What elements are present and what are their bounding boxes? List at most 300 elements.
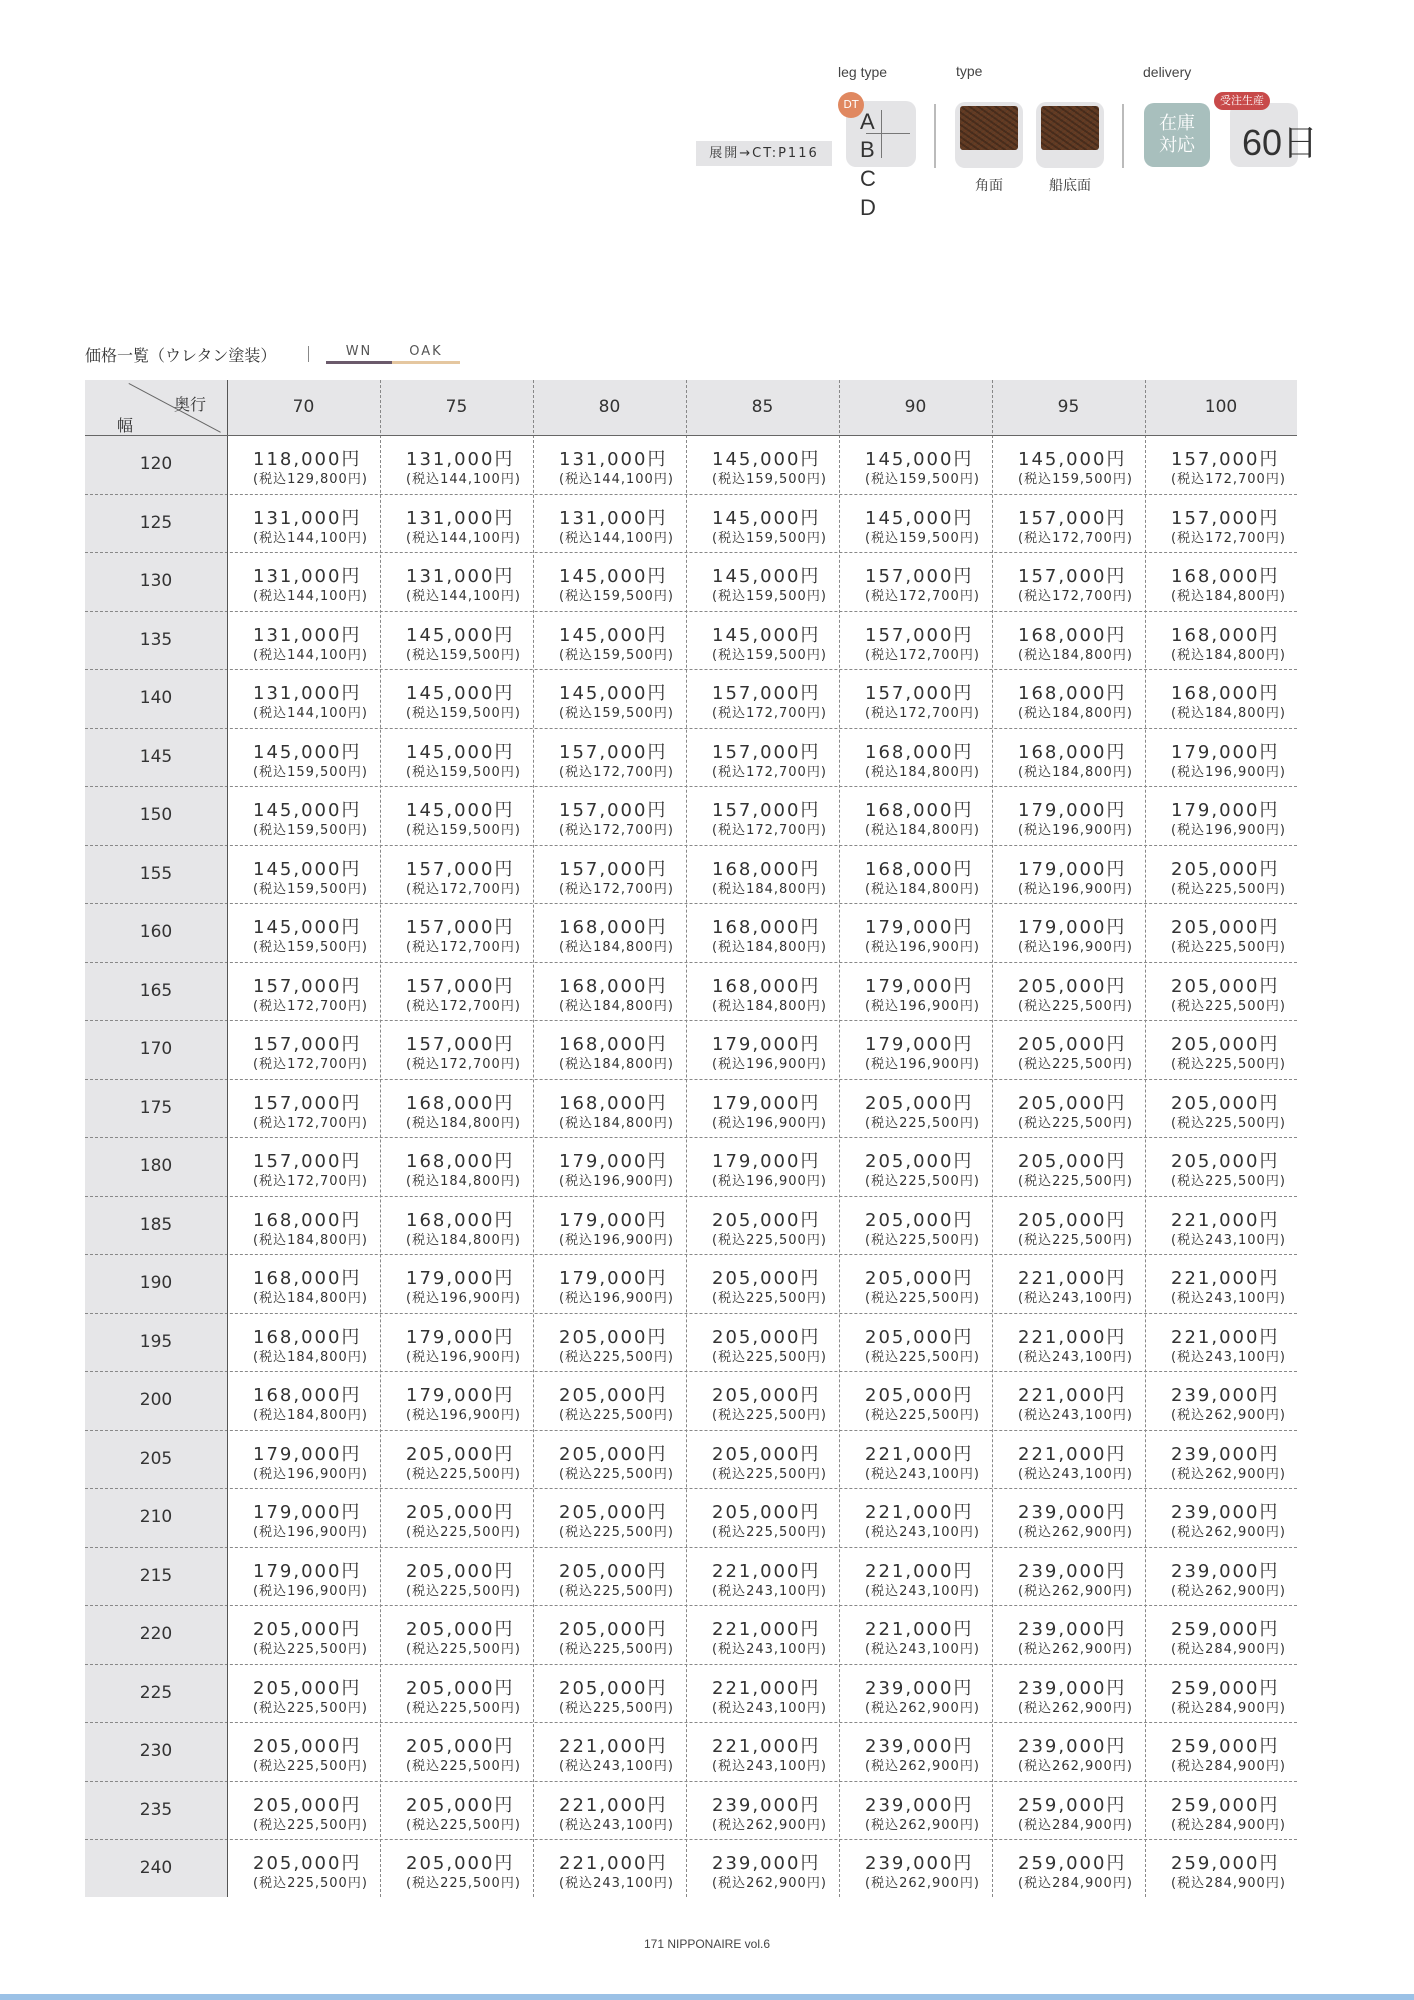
price-cell: 145,000円 <box>406 800 515 821</box>
tax-included-price: (税込159,500円) <box>712 472 827 487</box>
type-box-kakumen <box>955 102 1023 168</box>
price-cell: 145,000円 <box>712 449 821 470</box>
title-separator <box>308 346 309 362</box>
price-cell: 157,000円 <box>253 1151 362 1172</box>
price-cell: 205,000円 <box>712 1268 821 1289</box>
tax-included-price: (税込243,100円) <box>1018 1291 1133 1306</box>
price-cell: 179,000円 <box>1171 742 1280 763</box>
price-cell: 145,000円 <box>865 449 974 470</box>
column-header-depth: 95 <box>1057 397 1080 417</box>
stock-badge <box>1144 103 1210 167</box>
tax-included-price: (税込225,500円) <box>712 1233 827 1248</box>
price-cell: 205,000円 <box>712 1444 821 1465</box>
leg-cross-vertical <box>881 110 882 158</box>
row-separator <box>85 1839 1297 1840</box>
price-cell: 168,000円 <box>559 917 668 938</box>
price-cell: 145,000円 <box>712 625 821 646</box>
delivery-days: 60日 <box>1242 122 1319 163</box>
price-cell: 221,000円 <box>865 1444 974 1465</box>
tax-included-price: (税込262,900円) <box>865 1759 980 1774</box>
tax-included-price: (税込225,500円) <box>559 1350 674 1365</box>
type-label: type <box>956 63 983 79</box>
price-cell: 179,000円 <box>1018 859 1127 880</box>
price-cell: 205,000円 <box>1171 1034 1280 1055</box>
tax-included-price: (税込284,900円) <box>1171 1701 1286 1716</box>
price-cell: 145,000円 <box>712 566 821 587</box>
row-separator <box>85 1430 1297 1431</box>
price-cell: 205,000円 <box>712 1210 821 1231</box>
tax-included-price: (税込172,700円) <box>406 1057 521 1072</box>
price-cell: 179,000円 <box>559 1151 668 1172</box>
row-separator <box>85 552 1297 553</box>
price-cell: 131,000円 <box>406 566 515 587</box>
tax-included-price: (税込159,500円) <box>1018 472 1133 487</box>
tax-included-price: (税込172,700円) <box>1018 531 1133 546</box>
price-cell: 179,000円 <box>1018 917 1127 938</box>
tax-included-price: (税込262,900円) <box>1018 1584 1133 1599</box>
price-cell: 205,000円 <box>1018 1034 1127 1055</box>
tax-included-price: (税込172,700円) <box>865 589 980 604</box>
tax-included-price: (税込225,500円) <box>865 1116 980 1131</box>
price-cell: 221,000円 <box>1171 1210 1280 1231</box>
tax-included-price: (税込144,100円) <box>559 531 674 546</box>
tax-included-price: (税込159,500円) <box>559 589 674 604</box>
tax-included-price: (税込284,900円) <box>1171 1759 1286 1774</box>
tax-included-price: (税込196,900円) <box>1018 940 1133 955</box>
price-cell: 168,000円 <box>559 1093 668 1114</box>
price-cell: 118,000円 <box>253 449 362 470</box>
price-cell: 179,000円 <box>865 917 974 938</box>
price-cell: 205,000円 <box>1171 976 1280 997</box>
price-cell: 205,000円 <box>406 1619 515 1640</box>
tax-included-price: (税込225,500円) <box>559 1642 674 1657</box>
tax-included-price: (税込144,100円) <box>253 706 368 721</box>
price-cell: 239,000円 <box>865 1678 974 1699</box>
column-separator <box>686 380 687 1897</box>
tax-included-price: (税込243,100円) <box>1171 1291 1286 1306</box>
price-list-title: 価格一覧（ウレタン塗装） <box>85 346 277 365</box>
tax-included-price: (税込144,100円) <box>406 589 521 604</box>
price-cell: 145,000円 <box>559 566 668 587</box>
tax-included-price: (税込184,800円) <box>1171 706 1286 721</box>
column-header-depth: 75 <box>445 397 468 417</box>
tax-included-price: (税込225,500円) <box>865 1233 980 1248</box>
tax-included-price: (税込225,500円) <box>1018 1116 1133 1131</box>
price-cell: 205,000円 <box>1171 917 1280 938</box>
row-header-width: 150 <box>139 805 173 825</box>
price-cell: 205,000円 <box>1171 859 1280 880</box>
price-cell: 157,000円 <box>1018 508 1127 529</box>
tax-included-price: (税込184,800円) <box>559 1057 674 1072</box>
tax-included-price: (税込172,700円) <box>253 1057 368 1072</box>
row-separator <box>85 845 1297 846</box>
row-header-width: 220 <box>139 1624 173 1644</box>
row-separator <box>85 1196 1297 1197</box>
bottom-bar <box>0 1994 1414 2000</box>
price-cell: 157,000円 <box>253 1093 362 1114</box>
tax-included-price: (税込284,900円) <box>1171 1818 1286 1833</box>
expand-reference: 展開→CT:P116 <box>696 141 832 166</box>
tax-included-price: (税込225,500円) <box>406 1525 521 1540</box>
delivery-label: delivery <box>1143 64 1192 80</box>
tax-included-price: (税込225,500円) <box>1018 1174 1133 1189</box>
leg-letter-b: B <box>860 137 875 162</box>
column-header-depth: 70 <box>292 397 315 417</box>
row-header-width: 125 <box>139 512 173 533</box>
price-cell: 239,000円 <box>1018 1502 1127 1523</box>
row-separator <box>85 1313 1297 1314</box>
price-cell: 131,000円 <box>253 508 362 529</box>
tax-included-price: (税込172,700円) <box>559 882 674 897</box>
price-cell: 205,000円 <box>865 1151 974 1172</box>
price-cell: 259,000円 <box>1018 1795 1127 1816</box>
price-cell: 205,000円 <box>1018 1151 1127 1172</box>
price-cell: 221,000円 <box>712 1561 821 1582</box>
tax-included-price: (税込225,500円) <box>559 1408 674 1423</box>
tax-included-price: (税込225,500円) <box>406 1818 521 1833</box>
price-cell: 221,000円 <box>559 1736 668 1757</box>
row-header-width: 145 <box>139 746 173 767</box>
price-cell: 205,000円 <box>406 1561 515 1582</box>
tax-included-price: (税込196,900円) <box>865 999 980 1014</box>
tax-included-price: (税込262,900円) <box>1171 1408 1286 1423</box>
price-cell: 168,000円 <box>253 1385 362 1406</box>
price-cell: 145,000円 <box>253 859 362 880</box>
price-cell: 131,000円 <box>253 683 362 704</box>
tax-included-price: (税込159,500円) <box>253 823 368 838</box>
price-cell: 221,000円 <box>865 1502 974 1523</box>
tax-included-price: (税込225,500円) <box>1171 1116 1286 1131</box>
tax-included-price: (税込184,800円) <box>559 999 674 1014</box>
tax-included-price: (税込159,500円) <box>406 648 521 663</box>
tax-included-price: (税込184,800円) <box>865 765 980 780</box>
column-separator <box>992 380 993 1897</box>
leg-letter-c: C <box>860 166 876 191</box>
price-cell: 145,000円 <box>406 683 515 704</box>
tax-included-price: (税込262,900円) <box>1171 1467 1286 1482</box>
price-cell: 205,000円 <box>559 1678 668 1699</box>
tax-included-price: (税込159,500円) <box>406 706 521 721</box>
price-cell: 179,000円 <box>865 1034 974 1055</box>
price-cell: 259,000円 <box>1171 1853 1280 1874</box>
tax-included-price: (税込159,500円) <box>712 531 827 546</box>
stock-label-line2: 対応 <box>1159 135 1195 156</box>
price-cell: 179,000円 <box>559 1268 668 1289</box>
tax-included-price: (税込184,800円) <box>712 940 827 955</box>
row-separator <box>85 1020 1297 1021</box>
price-cell: 239,000円 <box>1171 1561 1280 1582</box>
tax-included-price: (税込225,500円) <box>559 1467 674 1482</box>
column-header-depth: 100 <box>1204 397 1238 417</box>
price-cell: 179,000円 <box>712 1151 821 1172</box>
price-cell: 205,000円 <box>559 1385 668 1406</box>
price-cell: 259,000円 <box>1171 1678 1280 1699</box>
price-cell: 179,000円 <box>253 1561 362 1582</box>
tax-included-price: (税込196,900円) <box>865 1057 980 1072</box>
tax-included-price: (税込243,100円) <box>712 1759 827 1774</box>
price-cell: 205,000円 <box>559 1502 668 1523</box>
price-cell: 179,000円 <box>253 1444 362 1465</box>
tax-included-price: (税込172,700円) <box>253 1116 368 1131</box>
tax-included-price: (税込225,500円) <box>865 1291 980 1306</box>
tax-included-price: (税込284,900円) <box>1018 1818 1133 1833</box>
tax-included-price: (税込172,700円) <box>1171 531 1286 546</box>
row-separator <box>85 611 1297 612</box>
tax-included-price: (税込196,900円) <box>253 1584 368 1599</box>
tax-included-price: (税込159,500円) <box>865 531 980 546</box>
price-cell: 239,000円 <box>1018 1561 1127 1582</box>
tax-included-price: (税込225,500円) <box>253 1818 368 1833</box>
tax-included-price: (税込172,700円) <box>253 1174 368 1189</box>
tax-included-price: (税込262,900円) <box>1018 1701 1133 1716</box>
price-cell: 179,000円 <box>1171 800 1280 821</box>
price-cell: 157,000円 <box>406 1034 515 1055</box>
tax-included-price: (税込184,800円) <box>865 882 980 897</box>
price-cell: 168,000円 <box>1171 625 1280 646</box>
swatch-oak-label: OAK <box>409 344 443 359</box>
row-header-width: 235 <box>139 1799 173 1820</box>
tax-included-price: (税込159,500円) <box>559 648 674 663</box>
row-header-width: 170 <box>139 1039 173 1059</box>
row-header-width: 195 <box>139 1331 173 1352</box>
tax-included-price: (税込284,900円) <box>1018 1876 1133 1891</box>
tax-included-price: (税込184,800円) <box>253 1350 368 1365</box>
price-cell: 239,000円 <box>865 1795 974 1816</box>
row-header-width: 205 <box>139 1448 173 1469</box>
price-cell: 221,000円 <box>712 1678 821 1699</box>
price-cell: 205,000円 <box>406 1736 515 1757</box>
price-cell: 205,000円 <box>253 1736 362 1757</box>
swatch-wn-label: WN <box>345 344 373 359</box>
price-cell: 168,000円 <box>865 742 974 763</box>
price-cell: 168,000円 <box>1171 683 1280 704</box>
price-cell: 157,000円 <box>406 917 515 938</box>
price-cell: 221,000円 <box>1171 1327 1280 1348</box>
tax-included-price: (税込225,500円) <box>1171 999 1286 1014</box>
price-cell: 205,000円 <box>253 1678 362 1699</box>
price-cell: 221,000円 <box>1018 1268 1127 1289</box>
tax-included-price: (税込225,500円) <box>712 1467 827 1482</box>
tax-included-price: (税込172,700円) <box>559 765 674 780</box>
price-cell: 239,000円 <box>712 1795 821 1816</box>
price-cell: 168,000円 <box>559 976 668 997</box>
tax-included-price: (税込196,900円) <box>253 1467 368 1482</box>
swatch-wn-line <box>326 361 392 364</box>
price-cell: 221,000円 <box>712 1736 821 1757</box>
price-cell: 205,000円 <box>865 1268 974 1289</box>
price-cell: 205,000円 <box>559 1561 668 1582</box>
row-separator <box>85 494 1297 495</box>
tax-included-price: (税込243,100円) <box>559 1876 674 1891</box>
tax-included-price: (税込159,500円) <box>253 765 368 780</box>
column-separator <box>1145 380 1146 1897</box>
price-cell: 205,000円 <box>406 1678 515 1699</box>
price-cell: 221,000円 <box>1018 1385 1127 1406</box>
price-cell: 205,000円 <box>1018 1210 1127 1231</box>
tax-included-price: (税込196,900円) <box>1171 765 1286 780</box>
stock-label-line1: 在庫 <box>1159 113 1195 134</box>
row-header-width: 240 <box>139 1858 173 1878</box>
leg-letter-d: D <box>860 195 876 220</box>
tax-included-price: (税込243,100円) <box>712 1701 827 1716</box>
tax-included-price: (税込262,900円) <box>865 1876 980 1891</box>
price-cell: 168,000円 <box>253 1268 362 1289</box>
tax-included-price: (税込225,500円) <box>559 1701 674 1716</box>
tax-included-price: (税込184,800円) <box>1018 765 1133 780</box>
row-separator <box>85 1781 1297 1782</box>
price-cell: 221,000円 <box>865 1619 974 1640</box>
swatch-oak-line <box>392 361 460 364</box>
tax-included-price: (税込225,500円) <box>1018 1057 1133 1072</box>
row-separator <box>85 1488 1297 1489</box>
price-cell: 157,000円 <box>406 859 515 880</box>
price-cell: 179,000円 <box>712 1034 821 1055</box>
price-cell: 168,000円 <box>1171 566 1280 587</box>
price-cell: 179,000円 <box>712 1093 821 1114</box>
price-cell: 168,000円 <box>406 1210 515 1231</box>
tax-included-price: (税込144,100円) <box>559 472 674 487</box>
tax-included-price: (税込262,900円) <box>865 1701 980 1716</box>
price-cell: 157,000円 <box>1171 508 1280 529</box>
price-cell: 205,000円 <box>253 1619 362 1640</box>
tax-included-price: (税込184,800円) <box>1171 589 1286 604</box>
tax-included-price: (税込184,800円) <box>559 1116 674 1131</box>
price-cell: 168,000円 <box>253 1327 362 1348</box>
row-header-width: 140 <box>139 688 173 708</box>
tax-included-price: (税込225,500円) <box>253 1701 368 1716</box>
tax-included-price: (税込243,100円) <box>712 1584 827 1599</box>
dt-badge: DT <box>838 92 864 118</box>
price-cell: 168,000円 <box>1018 683 1127 704</box>
tax-included-price: (税込196,900円) <box>406 1350 521 1365</box>
price-cell: 239,000円 <box>865 1736 974 1757</box>
price-cell: 239,000円 <box>712 1853 821 1874</box>
tax-included-price: (税込184,800円) <box>406 1174 521 1189</box>
tax-included-price: (税込225,500円) <box>712 1408 827 1423</box>
wood-boat-bottom-edge-icon <box>1041 106 1099 150</box>
price-cell: 157,000円 <box>406 976 515 997</box>
price-cell: 239,000円 <box>1018 1619 1127 1640</box>
price-cell: 205,000円 <box>559 1619 668 1640</box>
row-header-width: 175 <box>139 1097 173 1118</box>
tax-included-price: (税込159,500円) <box>712 589 827 604</box>
tax-included-price: (税込159,500円) <box>406 823 521 838</box>
made-to-order-badge: 受注生産 <box>1214 92 1270 110</box>
row-separator <box>85 1605 1297 1606</box>
tax-included-price: (税込196,900円) <box>865 940 980 955</box>
tax-included-price: (税込225,500円) <box>406 1876 521 1891</box>
price-cell: 157,000円 <box>1018 566 1127 587</box>
price-cell: 259,000円 <box>1171 1736 1280 1757</box>
price-cell: 131,000円 <box>253 625 362 646</box>
header-row-divider <box>85 435 1297 436</box>
row-header-width: 210 <box>139 1507 173 1527</box>
price-cell: 168,000円 <box>406 1093 515 1114</box>
price-cell: 168,000円 <box>712 976 821 997</box>
price-cell: 221,000円 <box>865 1561 974 1582</box>
row-separator <box>85 669 1297 670</box>
price-cell: 131,000円 <box>253 566 362 587</box>
tax-included-price: (税込225,500円) <box>253 1876 368 1891</box>
page-footer: 171 NIPPONAIRE vol.6 <box>643 1937 771 1951</box>
price-cell: 205,000円 <box>712 1502 821 1523</box>
tax-included-price: (税込225,500円) <box>712 1291 827 1306</box>
type-caption-funazoko: 船底面 <box>1049 178 1091 194</box>
price-cell: 157,000円 <box>559 859 668 880</box>
tax-included-price: (税込184,800円) <box>1018 648 1133 663</box>
legend-divider <box>1122 104 1124 168</box>
tax-included-price: (税込159,500円) <box>253 882 368 897</box>
tax-included-price: (税込196,900円) <box>559 1174 674 1189</box>
tax-included-price: (税込225,500円) <box>1018 1233 1133 1248</box>
tax-included-price: (税込243,100円) <box>559 1759 674 1774</box>
price-cell: 168,000円 <box>1018 742 1127 763</box>
price-cell: 205,000円 <box>406 1444 515 1465</box>
type-box-funazoko <box>1036 102 1104 168</box>
tax-included-price: (税込243,100円) <box>865 1642 980 1657</box>
tax-included-price: (税込225,500円) <box>712 1525 827 1540</box>
column-header-depth: 85 <box>751 397 774 417</box>
row-header-width: 200 <box>139 1390 173 1410</box>
tax-included-price: (税込184,800円) <box>712 999 827 1014</box>
price-cell: 205,000円 <box>1018 1093 1127 1114</box>
tax-included-price: (税込225,500円) <box>1171 1174 1286 1189</box>
tax-included-price: (税込196,900円) <box>1171 823 1286 838</box>
price-cell: 179,000円 <box>406 1385 515 1406</box>
type-caption-kakumen: 角面 <box>975 178 1003 194</box>
price-cell: 157,000円 <box>865 683 974 704</box>
tax-included-price: (税込225,500円) <box>406 1584 521 1599</box>
row-header-width: 190 <box>139 1273 173 1293</box>
price-cell: 145,000円 <box>712 508 821 529</box>
tax-included-price: (税込284,900円) <box>1171 1642 1286 1657</box>
row-header-width: 160 <box>139 922 173 942</box>
tax-included-price: (税込243,100円) <box>865 1467 980 1482</box>
tax-included-price: (税込225,500円) <box>406 1642 521 1657</box>
price-cell: 145,000円 <box>253 800 362 821</box>
tax-included-price: (税込196,900円) <box>1018 882 1133 897</box>
tax-included-price: (税込243,100円) <box>712 1642 827 1657</box>
tax-included-price: (税込225,500円) <box>712 1350 827 1365</box>
tax-included-price: (税込262,900円) <box>1018 1642 1133 1657</box>
price-cell: 145,000円 <box>253 742 362 763</box>
row-separator <box>85 1664 1297 1665</box>
row-separator <box>85 786 1297 787</box>
tax-included-price: (税込225,500円) <box>253 1642 368 1657</box>
tax-included-price: (税込262,900円) <box>1171 1584 1286 1599</box>
price-cell: 205,000円 <box>559 1327 668 1348</box>
tax-included-price: (税込225,500円) <box>1171 882 1286 897</box>
row-separator <box>85 962 1297 963</box>
tax-included-price: (税込196,900円) <box>712 1174 827 1189</box>
tax-included-price: (税込184,800円) <box>406 1233 521 1248</box>
tax-included-price: (税込243,100円) <box>1018 1408 1133 1423</box>
leg-letter-a: A <box>860 109 875 134</box>
tax-included-price: (税込225,500円) <box>559 1525 674 1540</box>
tax-included-price: (税込243,100円) <box>865 1584 980 1599</box>
tax-included-price: (税込262,900円) <box>712 1818 827 1833</box>
tax-included-price: (税込172,700円) <box>712 706 827 721</box>
tax-included-price: (税込262,900円) <box>865 1818 980 1833</box>
tax-included-price: (税込172,700円) <box>406 999 521 1014</box>
price-cell: 168,000円 <box>712 859 821 880</box>
row-separator <box>85 728 1297 729</box>
price-cell: 179,000円 <box>406 1268 515 1289</box>
tax-included-price: (税込262,900円) <box>1018 1759 1133 1774</box>
tax-included-price: (税込159,500円) <box>865 472 980 487</box>
tax-included-price: (税込196,900円) <box>406 1408 521 1423</box>
corner-width-label: 幅 <box>117 416 134 435</box>
